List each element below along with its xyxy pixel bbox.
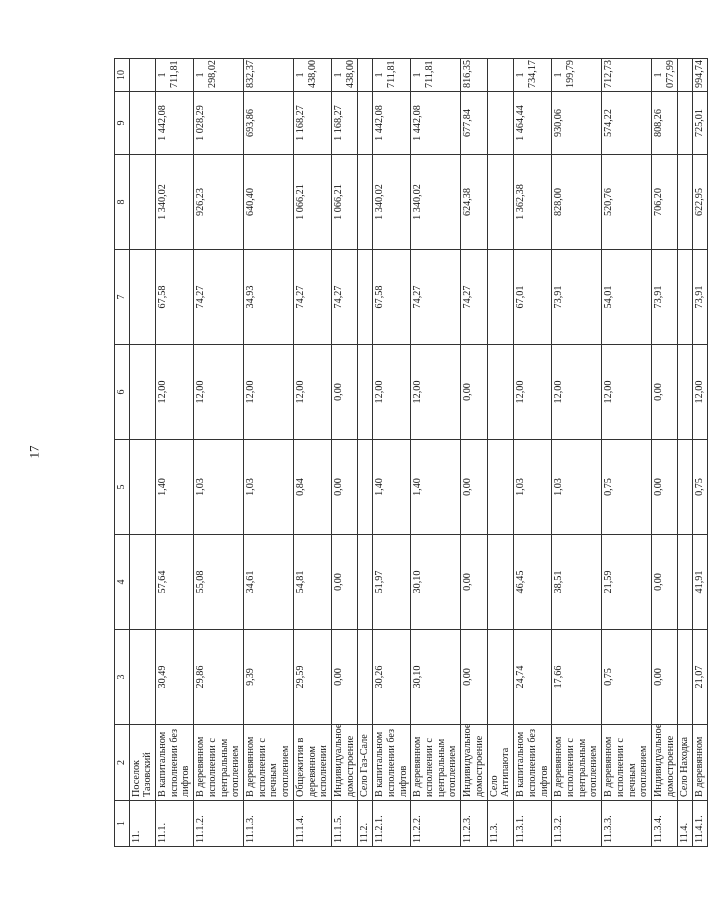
value-cell	[487, 440, 513, 535]
value-cell: 9,39	[243, 630, 293, 725]
value-cell	[678, 92, 693, 155]
rotated-table-frame	[114, 59, 706, 847]
value-cell	[358, 440, 373, 535]
table-row	[243, 59, 293, 847]
row-code: 11.3.3.	[602, 801, 652, 847]
value-cell: 0,00	[332, 345, 358, 440]
column-header: 8	[115, 155, 130, 250]
value-cell	[129, 535, 155, 630]
housing-type: Индивидуальное домостроение	[651, 725, 677, 801]
section-row	[487, 59, 513, 847]
value-cell: 1 066,21	[293, 155, 331, 250]
value-cell	[487, 535, 513, 630]
value-cell: 994,74	[693, 59, 708, 92]
value-cell	[358, 59, 373, 92]
value-cell: 1 438,00	[293, 59, 331, 92]
row-code: 11.4.	[678, 801, 693, 847]
value-cell: 622,95	[693, 155, 708, 250]
value-cell	[129, 155, 155, 250]
value-cell: 0,00	[332, 440, 358, 535]
housing-type: В деревянном исполнении с центральным отоплением	[552, 725, 602, 801]
value-cell	[129, 250, 155, 345]
value-cell	[358, 250, 373, 345]
value-cell: 0,00	[332, 535, 358, 630]
value-cell: 677,84	[461, 92, 487, 155]
column-header: 7	[115, 250, 130, 345]
value-cell: 624,38	[461, 155, 487, 250]
housing-type: В капитальном исполнении без лифтов	[155, 725, 193, 801]
value-cell	[358, 345, 373, 440]
value-cell	[358, 155, 373, 250]
value-cell	[678, 59, 693, 92]
value-cell: 930,06	[552, 92, 602, 155]
table-row	[602, 59, 652, 847]
housing-type: В деревянном исполнении с печным отоплением	[243, 725, 293, 801]
value-cell	[678, 535, 693, 630]
value-cell: 46,45	[514, 535, 552, 630]
housing-type: В деревянном исполнении с центральным отоплением	[411, 725, 461, 801]
housing-type: В деревянном исполнении с центральным отоплением	[194, 725, 244, 801]
value-cell: 1,40	[373, 440, 411, 535]
value-cell: 74,27	[461, 250, 487, 345]
value-cell: 54,81	[293, 535, 331, 630]
row-code: 11.2.1.	[373, 801, 411, 847]
value-cell: 12,00	[194, 345, 244, 440]
table-row	[293, 59, 331, 847]
column-header: 4	[115, 535, 130, 630]
value-cell: 24,74	[514, 630, 552, 725]
value-cell: 57,64	[155, 535, 193, 630]
value-cell: 725,01	[693, 92, 708, 155]
value-cell: 1 734,17	[514, 59, 552, 92]
section-row	[358, 59, 373, 847]
value-cell: 41,91	[693, 535, 708, 630]
value-cell: 808,26	[651, 92, 677, 155]
value-cell	[487, 155, 513, 250]
row-code: 11.2.2.	[411, 801, 461, 847]
table-row	[155, 59, 193, 847]
section-title: Село Газ-Сале	[358, 725, 373, 801]
column-header: 3	[115, 630, 130, 725]
value-cell: 12,00	[243, 345, 293, 440]
value-cell: 828,00	[552, 155, 602, 250]
table-container	[114, 59, 706, 847]
value-cell: 12,00	[514, 345, 552, 440]
row-code: 11.2.3.	[461, 801, 487, 847]
value-cell: 1 168,27	[293, 92, 331, 155]
value-cell	[487, 630, 513, 725]
table-body	[129, 59, 707, 847]
value-cell: 30,49	[155, 630, 193, 725]
value-cell: 30,26	[373, 630, 411, 725]
row-code: 11.2.	[358, 801, 373, 847]
value-cell: 30,10	[411, 535, 461, 630]
housing-type: Общежития в деревянном исполнении	[293, 725, 331, 801]
row-code: 11.1.	[155, 801, 193, 847]
value-cell	[358, 535, 373, 630]
value-cell: 0,00	[461, 535, 487, 630]
table-row	[693, 59, 708, 847]
table-row	[461, 59, 487, 847]
row-code: 11.	[129, 801, 155, 847]
column-header: 9	[115, 92, 130, 155]
row-code: 11.3.1.	[514, 801, 552, 847]
value-cell	[129, 92, 155, 155]
section-row	[678, 59, 693, 847]
value-cell: 712,73	[602, 59, 652, 92]
housing-type: Индивидуальное домостроение	[332, 725, 358, 801]
table-row	[332, 59, 358, 847]
value-cell	[129, 59, 155, 92]
value-cell: 574,22	[602, 92, 652, 155]
value-cell	[129, 345, 155, 440]
section-title: Село Находка	[678, 725, 693, 801]
row-code: 11.1.2.	[194, 801, 244, 847]
value-cell	[678, 345, 693, 440]
row-code: 11.1.4.	[293, 801, 331, 847]
value-cell: 520,76	[602, 155, 652, 250]
row-code: 11.4.1.	[693, 801, 708, 847]
table-row	[411, 59, 461, 847]
value-cell: 0,00	[651, 345, 677, 440]
value-cell: 0,75	[602, 630, 652, 725]
value-cell	[487, 92, 513, 155]
value-cell: 54,01	[602, 250, 652, 345]
row-code: 11.1.5.	[332, 801, 358, 847]
value-cell: 1 362,38	[514, 155, 552, 250]
value-cell	[129, 630, 155, 725]
value-cell: 1 199,79	[552, 59, 602, 92]
value-cell: 74,27	[411, 250, 461, 345]
value-cell: 38,51	[552, 535, 602, 630]
row-code: 11.3.	[487, 801, 513, 847]
value-cell: 67,58	[373, 250, 411, 345]
value-cell: 1 298,02	[194, 59, 244, 92]
value-cell: 1 340,02	[411, 155, 461, 250]
value-cell: 29,59	[293, 630, 331, 725]
value-cell: 1 340,02	[373, 155, 411, 250]
value-cell: 1 077,99	[651, 59, 677, 92]
value-cell: 74,27	[293, 250, 331, 345]
value-cell: 1 711,81	[155, 59, 193, 92]
value-cell: 1,03	[243, 440, 293, 535]
value-cell: 73,91	[651, 250, 677, 345]
table-row	[514, 59, 552, 847]
value-cell: 29,86	[194, 630, 244, 725]
housing-type: В капитальном исполнении без лифтов	[514, 725, 552, 801]
column-header: 10	[115, 59, 130, 92]
value-cell: 0,00	[651, 630, 677, 725]
section-row	[129, 59, 155, 847]
column-header: 6	[115, 345, 130, 440]
value-cell: 0,00	[651, 440, 677, 535]
row-code: 11.1.3.	[243, 801, 293, 847]
value-cell: 0,00	[651, 535, 677, 630]
column-header: 1	[115, 801, 130, 847]
value-cell: 1 442,08	[411, 92, 461, 155]
section-title: Село Антипаюта	[487, 725, 513, 801]
value-cell: 21,07	[693, 630, 708, 725]
value-cell: 51,97	[373, 535, 411, 630]
value-cell: 1 066,21	[332, 155, 358, 250]
value-cell: 12,00	[373, 345, 411, 440]
housing-type: В деревянном	[693, 725, 708, 801]
row-code: 11.3.4.	[651, 801, 677, 847]
value-cell: 1 464,44	[514, 92, 552, 155]
value-cell: 1,40	[155, 440, 193, 535]
header-row	[115, 59, 130, 847]
value-cell	[487, 250, 513, 345]
value-cell: 34,61	[243, 535, 293, 630]
column-header: 5	[115, 440, 130, 535]
value-cell: 1 442,08	[155, 92, 193, 155]
value-cell: 1 442,08	[373, 92, 411, 155]
table-row	[194, 59, 244, 847]
value-cell	[358, 630, 373, 725]
value-cell	[487, 345, 513, 440]
value-cell	[678, 155, 693, 250]
section-title: Поселок Тазовский	[129, 725, 155, 801]
value-cell: 0,75	[602, 440, 652, 535]
row-code: 11.3.2.	[552, 801, 602, 847]
value-cell: 1 340,02	[155, 155, 193, 250]
table-row	[373, 59, 411, 847]
value-cell: 706,20	[651, 155, 677, 250]
value-cell: 1 438,00	[332, 59, 358, 92]
value-cell: 74,27	[332, 250, 358, 345]
value-cell: 67,01	[514, 250, 552, 345]
value-cell: 74,27	[194, 250, 244, 345]
value-cell: 640,40	[243, 155, 293, 250]
value-cell: 55,08	[194, 535, 244, 630]
value-cell	[358, 92, 373, 155]
value-cell: 1,03	[194, 440, 244, 535]
value-cell: 1,40	[411, 440, 461, 535]
value-cell: 12,00	[411, 345, 461, 440]
value-cell	[487, 59, 513, 92]
value-cell: 816,35	[461, 59, 487, 92]
value-cell: 0,00	[461, 630, 487, 725]
value-cell: 21,59	[602, 535, 652, 630]
value-cell: 1 711,81	[411, 59, 461, 92]
value-cell: 0,00	[461, 440, 487, 535]
value-cell: 926,23	[194, 155, 244, 250]
value-cell: 1 711,81	[373, 59, 411, 92]
value-cell	[678, 630, 693, 725]
value-cell: 12,00	[293, 345, 331, 440]
value-cell: 12,00	[602, 345, 652, 440]
value-cell: 30,10	[411, 630, 461, 725]
value-cell: 34,93	[243, 250, 293, 345]
value-cell: 12,00	[155, 345, 193, 440]
column-header: 2	[115, 725, 130, 801]
housing-type: В капитальном исполнении без лифтов	[373, 725, 411, 801]
value-cell: 17,66	[552, 630, 602, 725]
value-cell: 0,00	[461, 345, 487, 440]
housing-type: Индивидуальное домостроение	[461, 725, 487, 801]
value-cell	[678, 440, 693, 535]
value-cell	[129, 440, 155, 535]
table-row	[651, 59, 677, 847]
value-cell: 1 028,29	[194, 92, 244, 155]
table-row	[552, 59, 602, 847]
value-cell: 67,58	[155, 250, 193, 345]
page-number: 17	[26, 445, 42, 459]
value-cell: 73,91	[693, 250, 708, 345]
value-cell: 73,91	[552, 250, 602, 345]
value-cell: 1,03	[514, 440, 552, 535]
value-cell: 1,03	[552, 440, 602, 535]
value-cell: 832,37	[243, 59, 293, 92]
value-cell: 12,00	[552, 345, 602, 440]
value-cell: 693,86	[243, 92, 293, 155]
value-cell: 1 168,27	[332, 92, 358, 155]
value-cell: 0,84	[293, 440, 331, 535]
value-cell: 0,75	[693, 440, 708, 535]
value-cell: 0,00	[332, 630, 358, 725]
value-cell	[678, 250, 693, 345]
value-cell: 12,00	[693, 345, 708, 440]
tariff-table	[114, 58, 708, 847]
housing-type: В деревянном исполнении с печным отоплением	[602, 725, 652, 801]
